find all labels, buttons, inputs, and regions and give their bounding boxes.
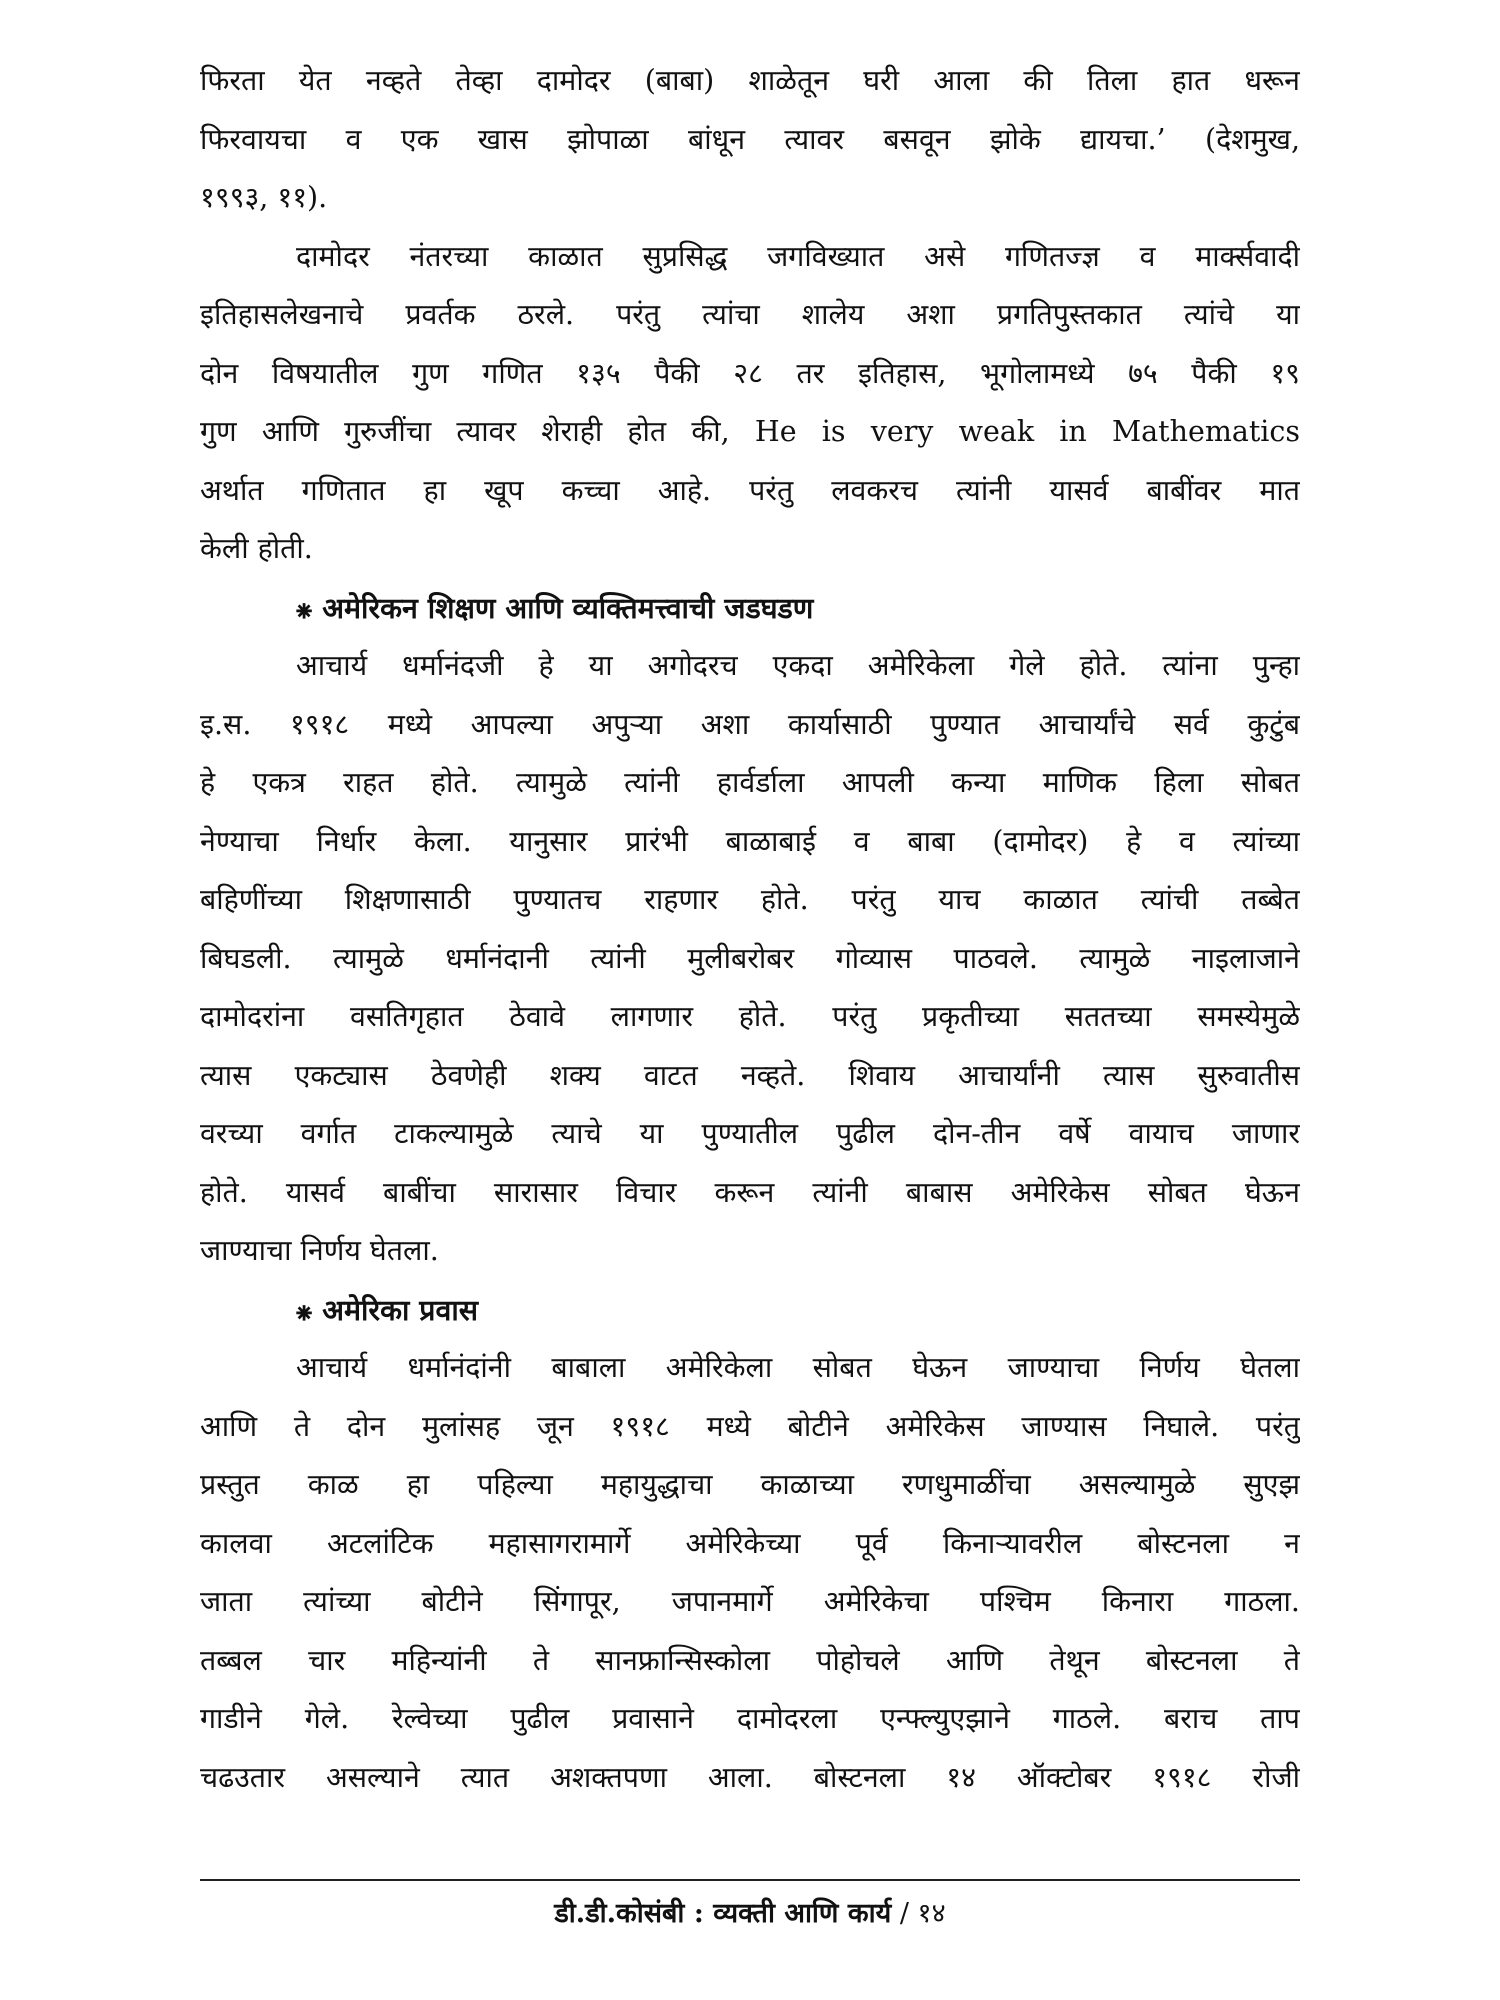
paragraph-3 (200, 637, 1300, 1281)
text-line: १९९३, ११). (200, 181, 328, 214)
text-line: आणि ते दोन मुलांसह जून १९१८ मध्ये बोटीने अमेरिकेस जाण्यास निघाले. परंतु (200, 1409, 1300, 1443)
page-footer (200, 1893, 1300, 1930)
text-line: तब्बल चार महिन्यांनी ते सानफ्रान्सिस्कोला पोहोचले आणि तेथून बोस्टनला ते (200, 1643, 1300, 1677)
text-line: बहिणींच्या शिक्षणासाठी पुण्यातच राहणार होते. परंतु याच काळात त्यांची तब्बेत (200, 883, 1300, 916)
text-line: कालवा अटलांटिक महासागरामार्गे अमेरिकेच्या पूर्व किनाऱ्यावरील बोस्टनला न (200, 1526, 1300, 1560)
text-line: दोन विषयातील गुण गणित १३५ पैकी २८ तर इतिहास, भूगोलामध्ये ७५ पैकी १९ (200, 356, 1300, 390)
footer-separator: / (899, 1898, 909, 1929)
text-line: हे एकत्र राहत होते. त्यामुळे त्यांनी हार्वर्डाला आपली कन्या माणिक हिला सोबत (200, 766, 1300, 799)
paragraph-1 (200, 52, 1300, 228)
text-line: फिरवायचा व एक खास झोपाळा बांधून त्यावर बसवून झोके द्यायचा.’ (देशमुख, (200, 122, 1300, 156)
section-heading-america-journey: ⁕ अमेरिका प्रवास (296, 1292, 478, 1327)
body-text (200, 52, 1300, 1807)
text-line: चढउतार असल्याने त्यात अशक्तपणा आला. बोस्टनला १४ ऑक्टोबर १९१८ रोजी (200, 1760, 1300, 1794)
text-line: आचार्य धर्मानंदजी हे या अगोदरच एकदा अमेरिकेला गेले होते. त्यांना पुन्हा (296, 649, 1300, 682)
section-heading-american-education: ⁕ अमेरिकन शिक्षण आणि व्यक्तिमत्त्वाची जडघडण (296, 590, 814, 625)
footer-divider (200, 1879, 1300, 1881)
text-line: दामोदरांना वसतिगृहात ठेवावे लागणार होते. परंतु प्रकृतीच्या सततच्या समस्येमुळे (200, 1000, 1300, 1033)
text-line: दामोदर नंतरच्या काळात सुप्रसिद्ध जगविख्यात असे गणितज्ज्ञ व मार्क्सवादी (296, 239, 1300, 273)
page-number: १४ (917, 1898, 946, 1929)
text-line: फिरता येत नव्हते तेव्हा दामोदर (बाबा) शाळेतून घरी आला की तिला हात धरून (200, 64, 1300, 97)
text-line: अर्थात गणितात हा खूप कच्चा आहे. परंतु लवकरच त्यांनी यासर्व बाबींवर मात (200, 473, 1300, 507)
text-line: नेण्याचा निर्धार केला. यानुसार प्रारंभी बाळाबाई व बाबा (दामोदर) हे व त्यांच्या (200, 824, 1300, 858)
text-line: गाडीने गेले. रेल्वेच्या पुढील प्रवासाने दामोदरला एन्फ्ल्युएझाने गाठले. बराच ताप (200, 1702, 1300, 1735)
text-line: होते. यासर्व बाबींचा सारासार विचार करून त्यांनी बाबास अमेरिकेस सोबत घेऊन (200, 1175, 1300, 1209)
text-line: इतिहासलेखनाचे प्रवर्तक ठरले. परंतु त्यांचा शालेय अशा प्रगतिपुस्तकात त्यांचे या (200, 298, 1300, 331)
text-line: केली होती. (200, 532, 313, 565)
paragraph-2 (200, 228, 1300, 579)
text-line: प्रस्तुत काळ हा पहिल्या महायुद्धाचा काळाच्या रणधुमाळींचा असल्यामुळे सुएझ (200, 1468, 1300, 1501)
footer-book-title: डी.डी.कोसंबी : व्यक्ती आणि कार्य (554, 1898, 892, 1929)
paragraph-4 (200, 1339, 1300, 1807)
text-line: इ.स. १९१८ मध्ये आपल्या अपुऱ्या अशा कार्यासाठी पुण्यात आचार्यांचे सर्व कुटुंब (200, 707, 1300, 741)
text-line: गुण आणि गुरुजींचा त्यावर शेराही होत की, He is very weak in Mathematics (200, 415, 1300, 448)
text-line: आचार्य धर्मानंदांनी बाबाला अमेरिकेला सोबत घेऊन जाण्याचा निर्णय घेतला (296, 1351, 1300, 1384)
text-line: त्यास एकट्यास ठेवणेही शक्य वाटत नव्हते. शिवाय आचार्यांनी त्यास सुरुवातीस (200, 1058, 1300, 1092)
text-line: जाता त्यांच्या बोटीने सिंगापूर, जपानमार्गे अमेरिकेचा पश्चिम किनारा गाठला. (200, 1585, 1300, 1618)
text-line: वरच्या वर्गात टाकल्यामुळे त्याचे या पुण्यातील पुढील दोन-तीन वर्षे वायाच जाणार (200, 1117, 1300, 1150)
text-line: जाण्याचा निर्णय घेतला. (200, 1234, 439, 1267)
text-line: बिघडली. त्यामुळे धर्मानंदानी त्यांनी मुलीबरोबर गोव्यास पाठवले. त्यामुळे नाइलाजाने (200, 941, 1300, 975)
